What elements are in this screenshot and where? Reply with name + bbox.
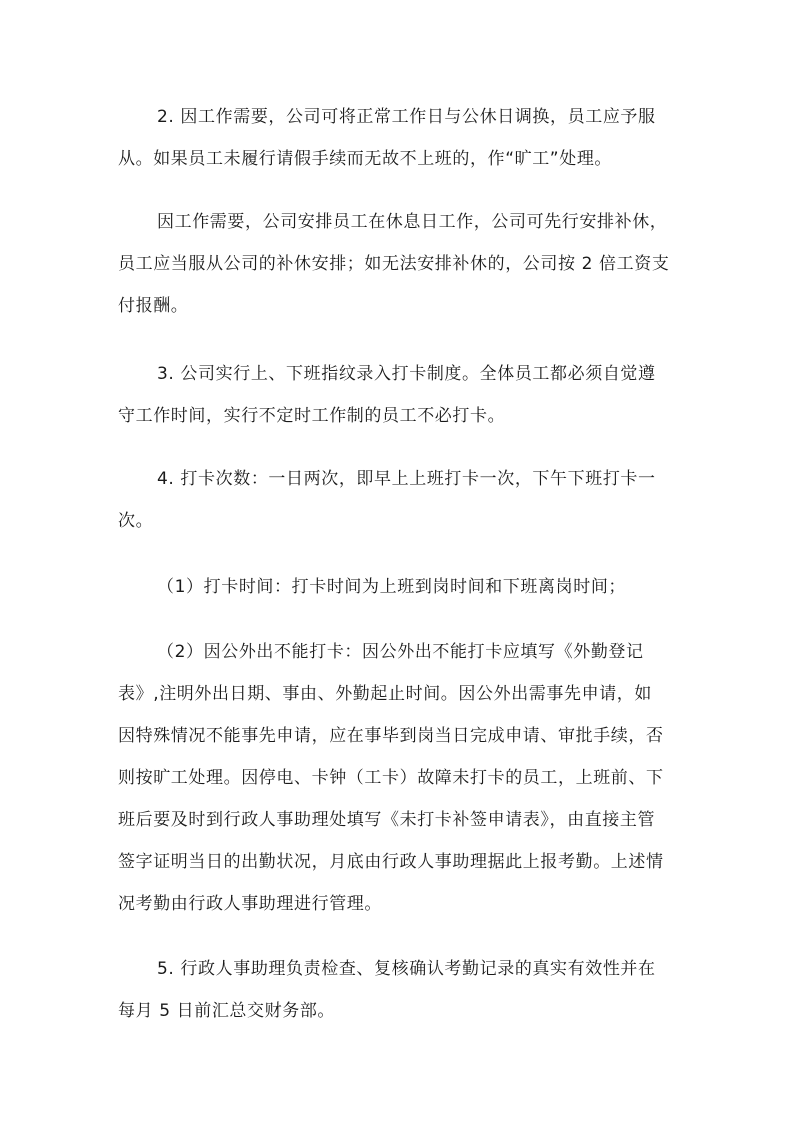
text-line: （1）打卡时间：打卡时间为上班到岗时间和下班离岗时间；	[157, 577, 627, 597]
text-line: 因工作需要，公司安排员工在休息日工作，公司可先行安排补休，	[157, 212, 668, 232]
paragraph-rule-4	[118, 458, 678, 542]
text-line: 班后要及时到行政人事助理处填写《未打卡补签申请表》，由直接主管	[118, 810, 656, 830]
paragraph-rest-day-work	[118, 201, 678, 327]
text-line: 守工作时间，实行不定时工作制的员工不必打卡。	[118, 406, 506, 426]
text-line: 付报酬。	[118, 296, 189, 316]
text-line: 5. 行政人事助理负责检查、复核确认考勤记录的真实有效性并在	[157, 959, 656, 979]
text-line: 员工应当服从公司的补休安排；如无法安排补休的，公司按 2 倍工资支	[118, 254, 670, 274]
text-line: 2. 因工作需要，公司可将正常工作日与公休日调换，员工应予服	[157, 107, 656, 127]
text-line: 3. 公司实行上、下班指纹录入打卡制度。全体员工都必须自觉遵	[157, 364, 656, 384]
text-line: 从。如果员工未履行请假手续而无故不上班的，作“旷工”处理。	[118, 149, 613, 169]
text-line: 因特殊情况不能事先申请，应在事毕到岗当日完成申请、审批手续，否	[118, 726, 664, 746]
paragraph-clock-time	[118, 566, 678, 608]
text-line: 4. 打卡次数：一日两次，即早上上班打卡一次，下午下班打卡一	[157, 469, 656, 489]
text-line: 则按旷工处理。因停电、卡钟（工卡）故障未打卡的员工，上班前、下	[118, 768, 664, 788]
text-line: 表》,注明外出日期、事由、外勤起止时间。因公外出需事先申请，如	[118, 684, 653, 704]
text-line: 签字证明当日的出勤状况，月底由行政人事助理据此上报考勤。上述情	[118, 852, 664, 872]
paragraph-rule-3	[118, 353, 678, 437]
paragraph-rule-2	[118, 96, 678, 180]
text-line: （2）因公外出不能打卡：因公外出不能打卡应填写《外勤登记	[157, 642, 644, 662]
paragraph-rule-5	[118, 948, 678, 1032]
paragraph-field-work	[118, 631, 678, 925]
text-line: 况考勤由行政人事助理进行管理。	[118, 894, 382, 914]
text-line: 次。	[118, 511, 154, 531]
text-line: 每月 5 日前汇总交财务部。	[118, 1001, 336, 1021]
